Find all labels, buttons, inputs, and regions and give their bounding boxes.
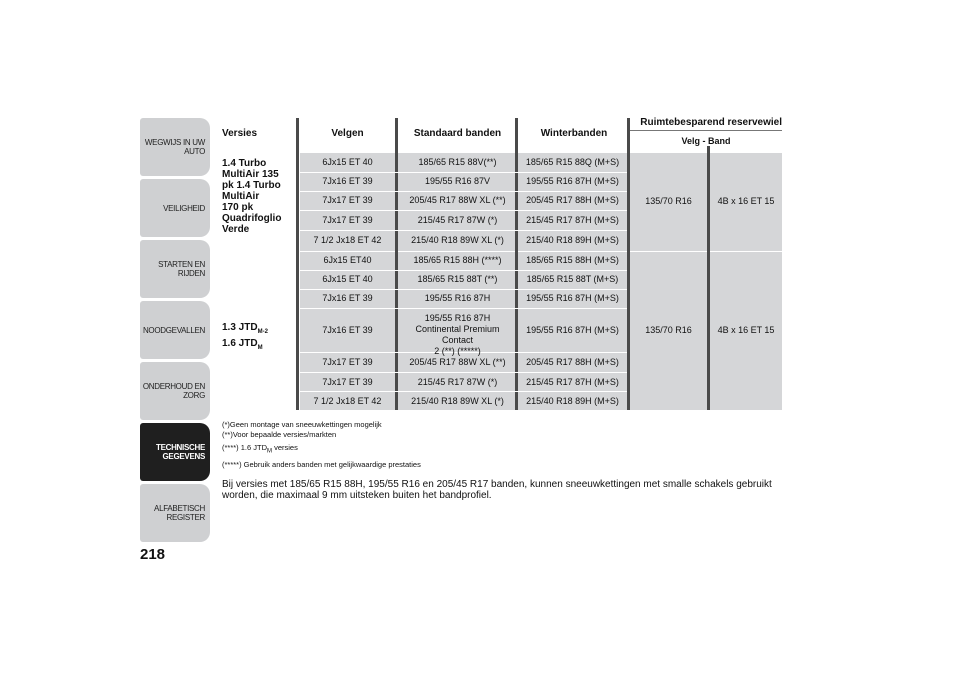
sidebar-item-label: VEILIGHEID	[163, 203, 205, 213]
rim-cell: 7Jx16 ET 39	[322, 293, 373, 303]
footnote-subscript: M	[267, 448, 273, 455]
rim-cell: 7 1/2 Jx18 ET 42	[313, 396, 382, 406]
sidebar-item-noodgevallen[interactable]	[140, 301, 210, 359]
standard-tyre-cell: 185/65 R15 88H (****)	[413, 255, 502, 265]
version-label-group1	[222, 158, 281, 235]
header-reserve: Ruimtebesparend reservewiel	[640, 117, 782, 128]
winter-tyre-cell: 215/45 R17 87H (M+S)	[526, 215, 619, 225]
reserve-tyre-cell: 135/70 R16	[645, 196, 692, 206]
row-divider	[300, 230, 627, 231]
version-line: Quadrifoglio	[222, 213, 282, 224]
rim-cell: 6Jx15 ET40	[323, 255, 372, 265]
version-line: pk 1.4 Turbo	[222, 180, 281, 191]
sidebar-item-register[interactable]	[140, 484, 210, 542]
sidebar-item-veiligheid[interactable]	[140, 179, 210, 237]
row-divider	[300, 308, 627, 309]
winter-tyre-cell: 215/40 R18 89H (M+S)	[526, 396, 619, 406]
standard-tyre-cell: 205/45 R17 88W XL (**)	[409, 195, 506, 205]
row-divider	[300, 289, 627, 290]
header-versions: Versies	[222, 128, 258, 139]
sidebar-item-wegwijs[interactable]	[140, 118, 210, 176]
winter-tyre-cell: 195/55 R16 87H (M+S)	[526, 176, 619, 186]
sidebar-item-label: WEGWIJS IN UW AUTO	[144, 138, 205, 156]
rim-cell: 7Jx16 ET 39	[322, 176, 373, 186]
standard-tyre-cell: 195/55 R16 87H	[424, 293, 491, 303]
standard-tyre-cell: 215/40 R18 89W XL (*)	[411, 396, 504, 406]
winter-tyre-cell: 215/40 R18 89H (M+S)	[526, 235, 619, 245]
rim-cell: 7Jx17 ET 39	[322, 215, 373, 225]
row-divider	[300, 391, 627, 392]
sidebar-item-label: NOODGEVALLEN	[142, 325, 205, 335]
standard-tyre-cell: 205/45 R17 88W XL (**)	[409, 357, 506, 367]
standard-tyre-line: Continental Premium Contact	[415, 324, 500, 345]
sidebar-item-starten[interactable]	[140, 240, 210, 298]
sidebar-item-label: ALFABETISCH REGISTER	[154, 504, 205, 522]
row-divider	[300, 270, 627, 271]
standard-tyre-line: 195/55 R16 87H	[424, 313, 491, 323]
footnote: (**)Voor bepaalde versies/markten	[222, 430, 337, 439]
footnote: (*)Geen montage van sneeuwkettingen mogelijk	[222, 420, 382, 429]
header-reserve-sub: Velg - Band	[681, 136, 731, 146]
rim-cell: 6Jx15 ET 40	[322, 274, 373, 284]
standard-tyre-cell: 215/40 R18 89W XL (*)	[411, 235, 504, 245]
rim-cell: 6Jx15 ET 40	[322, 157, 373, 167]
version-line	[222, 338, 268, 354]
sidebar-item-onderhoud[interactable]	[140, 362, 210, 420]
header-divider	[630, 130, 782, 131]
version-subscript: M-2	[257, 329, 268, 335]
column-divider	[296, 118, 299, 410]
sidebar-item-label: TECHNISCHE GEGEVENS	[155, 443, 205, 461]
footnotes	[222, 420, 421, 470]
column-divider	[395, 118, 398, 410]
winter-tyre-cell: 205/45 R17 88H (M+S)	[526, 357, 619, 367]
winter-tyre-cell: 215/45 R17 87H (M+S)	[526, 377, 619, 387]
standard-tyre-cell: 195/55 R16 87V	[424, 176, 491, 186]
standard-tyre-cell: 215/45 R17 87W (*)	[417, 215, 498, 225]
sidebar-nav	[140, 118, 210, 545]
version-line: Verde	[222, 224, 250, 235]
standard-tyre-cell: 185/65 R15 88T (**)	[417, 274, 498, 284]
reserve-rim-cell: 4B x 16 ET 15	[717, 325, 775, 335]
standard-tyre-cell	[400, 313, 515, 357]
row-divider	[300, 191, 627, 192]
version-line	[222, 322, 268, 338]
version-line: 1.4 Turbo	[222, 158, 267, 169]
standard-tyre-line: 2 (**) (*****)	[434, 346, 481, 356]
rim-cell: 7Jx17 ET 39	[322, 357, 373, 367]
standard-tyre-cell: 185/65 R15 88V(**)	[418, 157, 497, 167]
version-label-group2	[222, 322, 268, 354]
rim-cell: 7Jx17 ET 39	[322, 377, 373, 387]
sidebar-item-technische-gegevens[interactable]	[140, 423, 210, 481]
rim-cell: 7Jx16 ET 39	[322, 325, 373, 335]
footnote	[222, 443, 421, 457]
version-line: MultiAir	[222, 191, 260, 202]
header-winter: Winterbanden	[540, 128, 608, 139]
header-standard: Standaard banden	[413, 128, 502, 139]
row-divider	[300, 210, 627, 211]
header-rims: Velgen	[331, 128, 364, 139]
rim-cell: 7 1/2 Jx18 ET 42	[313, 235, 382, 245]
version-line: MultiAir 135	[222, 169, 279, 180]
footnote: (*****) Gebruik anders banden met gelijkwaardige prestaties	[222, 459, 421, 469]
winter-tyre-cell: 185/65 R15 88H (M+S)	[526, 255, 619, 265]
row-divider	[300, 172, 627, 173]
column-divider	[627, 118, 630, 410]
reserve-rim-cell: 4B x 16 ET 15	[717, 196, 775, 206]
footnote-text: versies	[272, 443, 298, 452]
winter-tyre-cell: 195/55 R16 87H (M+S)	[526, 293, 619, 303]
version-name: 1.6 JTD	[222, 338, 258, 349]
version-name: 1.3 JTD	[222, 322, 258, 333]
page-number: 218	[140, 546, 166, 563]
winter-tyre-cell: 205/45 R17 88H (M+S)	[526, 195, 619, 205]
reserve-tyre-cell: 135/70 R16	[645, 325, 692, 335]
sidebar-item-label: STARTEN EN RIJDEN	[158, 260, 205, 278]
footnote-text: (****) 1.6 JTD	[222, 443, 268, 452]
version-subscript: M	[257, 345, 263, 351]
standard-tyre-cell: 215/45 R17 87W (*)	[417, 377, 498, 387]
winter-tyre-cell: 195/55 R16 87H (M+S)	[526, 325, 619, 335]
sidebar-item-label: ONDERHOUD EN ZORG	[142, 382, 205, 400]
version-line: 170 pk	[222, 202, 254, 213]
rim-cell: 7Jx17 ET 39	[322, 195, 373, 205]
snow-chain-note: Bij versies met 185/65 R15 88H, 195/55 R16 en 205/45 R17 banden, kunnen sneeuwkettingen met smalle schakels gebruikt worden, die maximaal 9 mm uitsteken buiten het bandprofiel.	[222, 479, 772, 501]
row-divider	[300, 372, 627, 373]
column-divider	[707, 146, 710, 410]
winter-tyre-cell: 185/65 R15 88T (M+S)	[526, 274, 619, 284]
winter-tyre-cell: 185/65 R15 88Q (M+S)	[525, 157, 620, 167]
